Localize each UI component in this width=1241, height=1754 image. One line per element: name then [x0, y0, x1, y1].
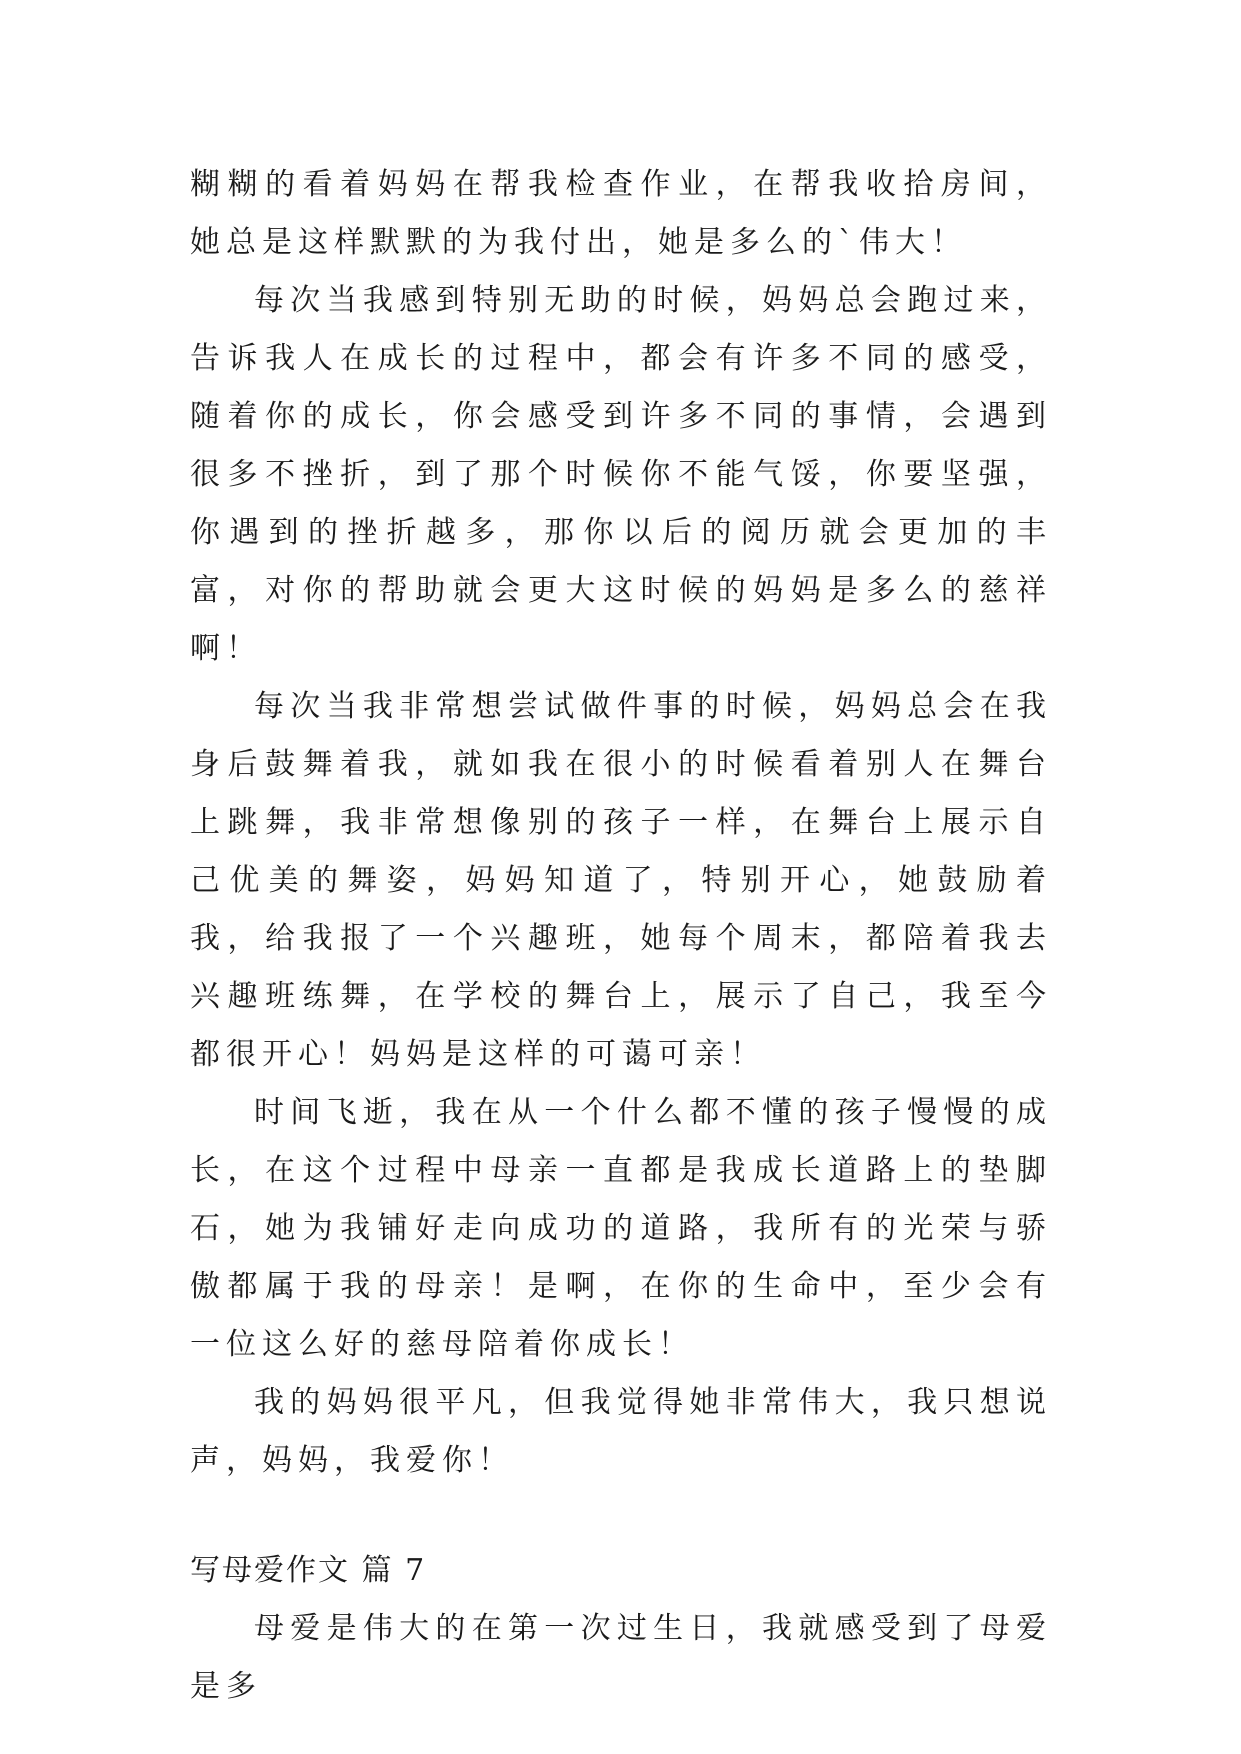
- paragraph-helpless-moments: 每次当我感到特别无助的时候，妈妈总会跑过来，告诉我人在成长的过程中，都会有许多不同的感受，随着你的成长，你会感受到许多不同的事情，会遇到很多不挫折，到了那个时候你不能气馁，你要坚强，你遇到的挫折越多，那你以后的阅历就会更加的丰富，对你的帮助就会更大这时候的妈妈是多么的慈祥啊！: [190, 283, 1052, 666]
- paragraph-continuation: 糊糊的看着妈妈在帮我检查作业，在帮我收拾房间，她总是这样默默的为我付出，她是多么的`伟大！: [190, 167, 1052, 260]
- paragraph-time-flies: 时间飞逝，我在从一个什么都不懂的孩子慢慢的成长，在这个过程中母亲一直都是我成长道路上的垫脚石，她为我铺好走向成功的道路，我所有的光荣与骄傲都属于我的母亲！是啊，在你的生命中，至少会有一位这么好的慈母陪着你成长！: [190, 1095, 1052, 1362]
- paragraph-section-7-opening: 母爱是伟大的在第一次过生日，我就感受到了母爱是多: [190, 1611, 1052, 1704]
- section-heading: 写母爱作文 篇 7: [190, 1553, 427, 1588]
- paragraph-dance-class: 每次当我非常想尝试做件事的时候，妈妈总会在我身后鼓舞着我，就如我在很小的时候看着别人在舞台上跳舞，我非常想像别的孩子一样，在舞台上展示自己优美的舞姿，妈妈知道了，特别开心，她鼓励着我，给我报了一个兴趣班，她每个周末，都陪着我去兴趣班练舞，在学校的舞台上，展示了自己，我至今都很开心！妈妈是这样的可蔼可亲！: [190, 689, 1052, 1072]
- paragraph-i-love-you: 我的妈妈很平凡，但我觉得她非常伟大，我只想说声，妈妈，我爱你！: [190, 1385, 1052, 1478]
- document-body: [190, 156, 1052, 1716]
